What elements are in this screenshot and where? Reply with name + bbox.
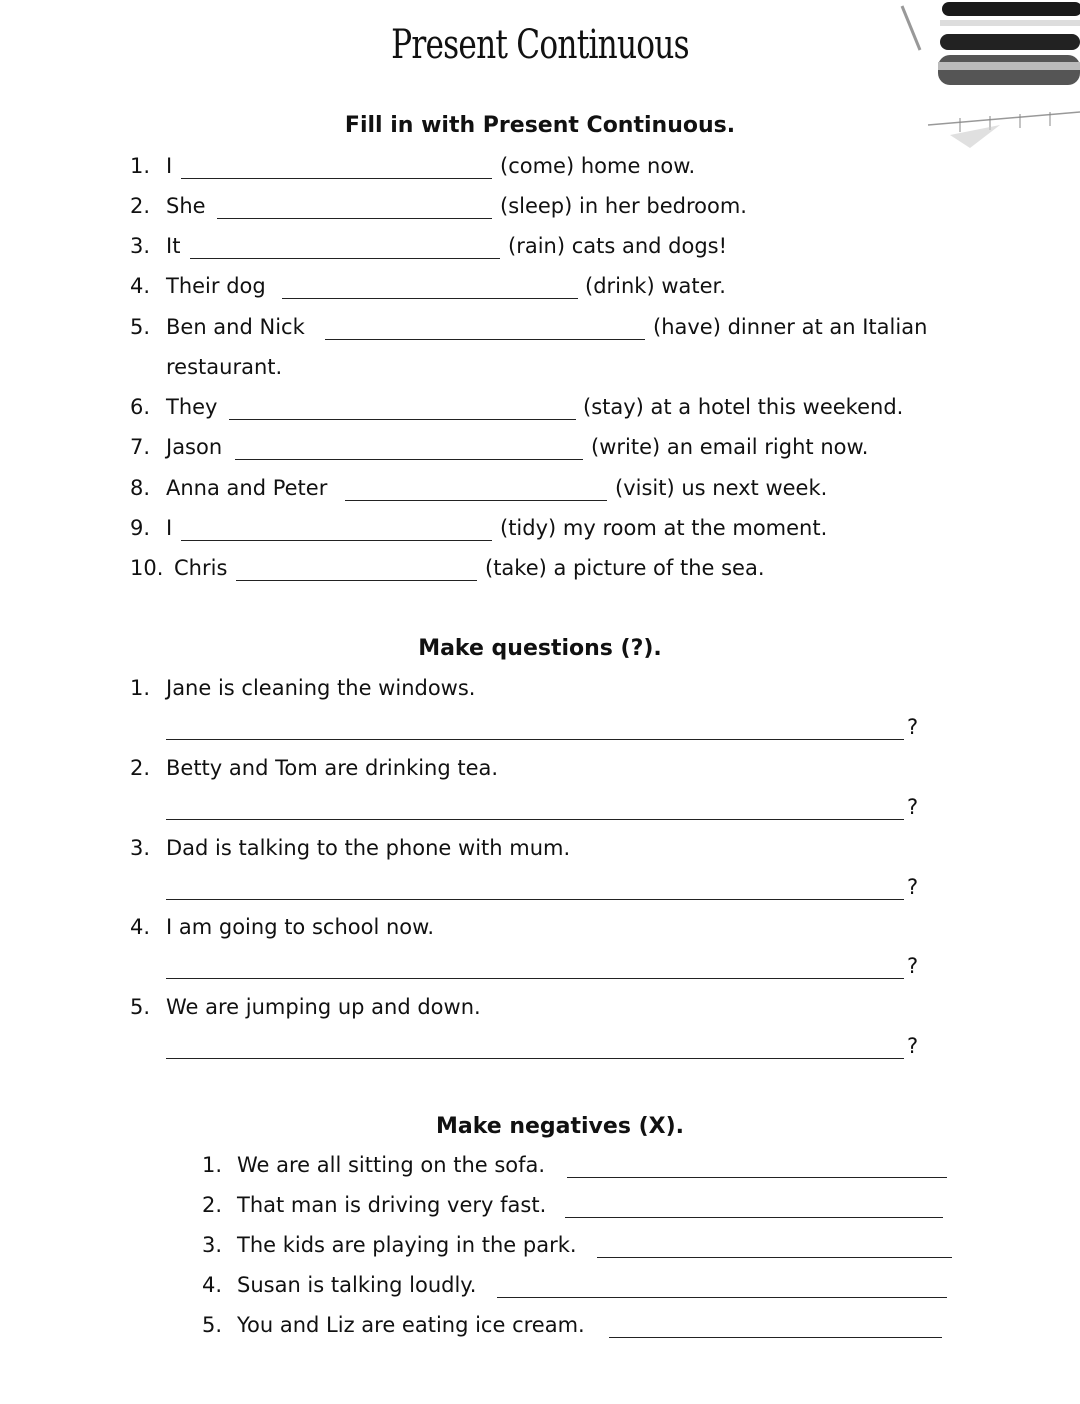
item-continuation: restaurant.: [166, 355, 283, 379]
section-heading-fill-in: Fill in with Present Continuous.: [344, 113, 736, 138]
item-number: 5.: [130, 995, 151, 1019]
question-mark: ?: [907, 1034, 919, 1058]
answer-blank[interactable]: [325, 339, 645, 340]
item-verb-hint: (take) a picture of the sea.: [485, 556, 765, 580]
item-number: 4.: [130, 915, 151, 939]
negative-sentence: Susan is talking loudly.: [237, 1273, 477, 1297]
negative-sentence: That man is driving very fast.: [237, 1193, 547, 1217]
negative-answer-line[interactable]: [609, 1337, 942, 1338]
item-subject: They: [166, 395, 218, 419]
question-sentence: I am going to school now.: [166, 915, 435, 939]
item-number: 9.: [130, 516, 151, 540]
question-answer-line[interactable]: [166, 739, 904, 740]
item-number: 4.: [130, 274, 151, 298]
item-verb-hint: (drink) water.: [585, 274, 726, 298]
answer-blank[interactable]: [190, 258, 500, 259]
negative-sentence: We are all sitting on the sofa.: [237, 1153, 546, 1177]
answer-blank[interactable]: [235, 459, 583, 460]
item-subject: Chris: [174, 556, 228, 580]
answer-blank[interactable]: [181, 540, 492, 541]
negative-sentence: You and Liz are eating ice cream.: [237, 1313, 585, 1337]
section-heading-negatives: Make negatives (X).: [435, 1114, 685, 1139]
item-number: 5.: [130, 315, 151, 339]
negative-answer-line[interactable]: [597, 1257, 952, 1258]
item-number: 10.: [130, 556, 164, 580]
item-verb-hint: (have) dinner at an Italian: [653, 315, 928, 339]
negative-sentence: The kids are playing in the park.: [237, 1233, 577, 1257]
item-subject: I: [166, 154, 173, 178]
negative-answer-line[interactable]: [497, 1297, 947, 1298]
answer-blank[interactable]: [345, 500, 607, 501]
item-subject: Anna and Peter: [166, 476, 328, 500]
item-subject: Jason: [166, 435, 223, 459]
item-verb-hint: (visit) us next week.: [615, 476, 828, 500]
item-verb-hint: (come) home now.: [500, 154, 696, 178]
answer-blank[interactable]: [217, 218, 492, 219]
page-title: Present Continuous: [391, 22, 689, 68]
question-mark: ?: [907, 954, 919, 978]
item-subject: I: [166, 516, 173, 540]
item-verb-hint: (stay) at a hotel this weekend.: [583, 395, 904, 419]
answer-blank[interactable]: [282, 298, 578, 299]
item-subject: Ben and Nick: [166, 315, 305, 339]
question-sentence: We are jumping up and down.: [166, 995, 481, 1019]
item-verb-hint: (write) an email right now.: [591, 435, 869, 459]
item-subject: It: [166, 234, 181, 258]
item-number: 3.: [130, 234, 151, 258]
item-number: 4.: [202, 1273, 223, 1297]
question-mark: ?: [907, 795, 919, 819]
item-subject: Their dog: [166, 274, 266, 298]
item-number: 3.: [202, 1233, 223, 1257]
question-answer-line[interactable]: [166, 1058, 904, 1059]
item-number: 2.: [130, 756, 151, 780]
item-verb-hint: (rain) cats and dogs!: [508, 234, 728, 258]
negative-answer-line[interactable]: [567, 1177, 947, 1178]
answer-blank[interactable]: [181, 178, 492, 179]
item-number: 1.: [130, 676, 151, 700]
negative-answer-line[interactable]: [565, 1217, 943, 1218]
item-verb-hint: (sleep) in her bedroom.: [500, 194, 747, 218]
question-sentence: Betty and Tom are drinking tea.: [166, 756, 499, 780]
item-number: 1.: [202, 1153, 223, 1177]
question-mark: ?: [907, 875, 919, 899]
question-answer-line[interactable]: [166, 819, 904, 820]
item-number: 2.: [202, 1193, 223, 1217]
answer-blank[interactable]: [229, 419, 576, 420]
item-number: 5.: [202, 1313, 223, 1337]
question-mark: ?: [907, 715, 919, 739]
answer-blank[interactable]: [236, 580, 477, 581]
question-sentence: Jane is cleaning the windows.: [166, 676, 476, 700]
question-sentence: Dad is talking to the phone with mum.: [166, 836, 571, 860]
question-answer-line[interactable]: [166, 978, 904, 979]
item-number: 1.: [130, 154, 151, 178]
item-number: 8.: [130, 476, 151, 500]
section-heading-questions: Make questions (?).: [418, 636, 662, 661]
item-verb-hint: (tidy) my room at the moment.: [500, 516, 828, 540]
question-answer-line[interactable]: [166, 899, 904, 900]
item-subject: She: [166, 194, 206, 218]
item-number: 2.: [130, 194, 151, 218]
item-number: 7.: [130, 435, 151, 459]
item-number: 6.: [130, 395, 151, 419]
item-number: 3.: [130, 836, 151, 860]
